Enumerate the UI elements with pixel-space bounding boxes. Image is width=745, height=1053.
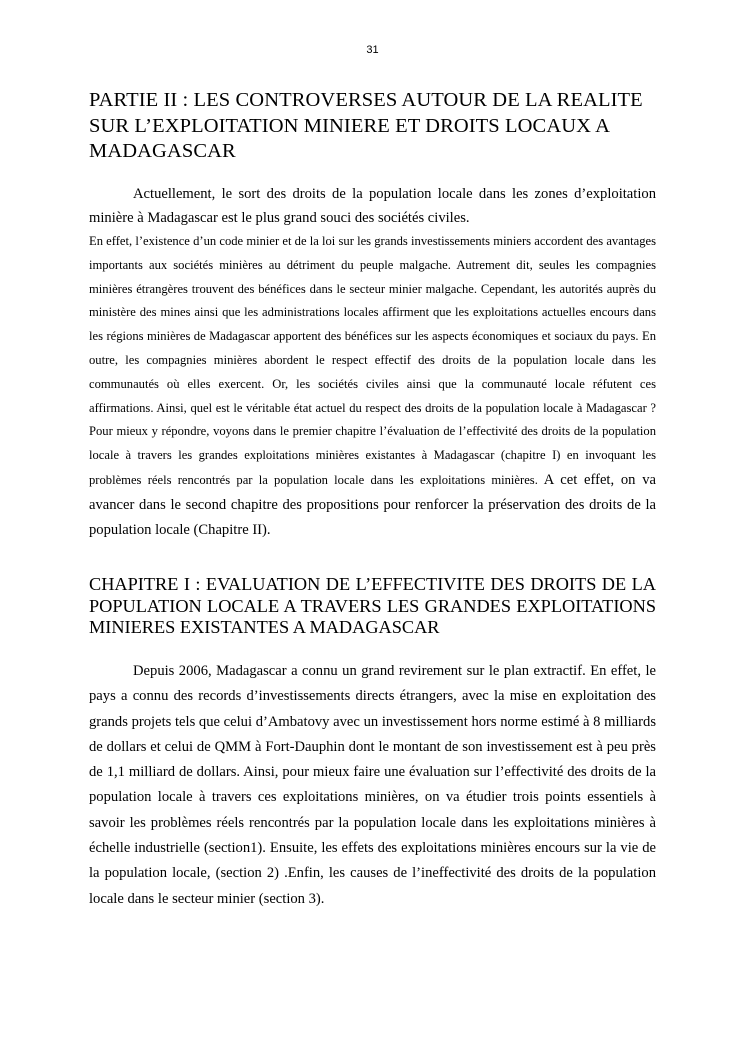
spacer: [89, 165, 656, 182]
part-heading: PARTIE II : LES CONTROVERSES AUTOUR DE LA REALITE SUR L’EXPLOITATION MINIERE ET DROITS LOCAUX A MADAGASCAR: [89, 89, 643, 162]
intro-paragraph-1: Actuellement, le sort des droits de la population locale dans les zones d’exploitation minière à Madagascar est le plus grand souci des sociétés civiles.: [89, 185, 656, 226]
intro-paragraph-2-end: A cet effet, on va avancer dans le second chapitre des propositions pour renforcer la préservation des droits de la population locale (Chapitre II).: [89, 472, 656, 538]
intro-paragraph-2-text: En effet, l’existence d’un code minier et de la loi sur les grands investissements miniers accordent des avantages importants aux sociétés minières au détriment du peuple malgache. Autrement dit, seules les compagnies minières étrangères trouvent des bénéfices dans le secteur minier malgache. Cependant, les autorités auprès du ministère des mines ainsi que les administrations locales affirment que les exploitations actuelles encours dans les régions minières de Madagascar apportent des bénéfices sur les aspects économiques et sociaux du pays. En outre, les compagnies minières abordent le respect effectif des droits de la population locale dans les communautés où elles exercent. Or, les sociétés civiles ainsi que la communauté locale réfutent ces affirmations. Ainsi, quel est le véritable état actuel du respect des droits de la population locale à Madagascar ? Pour mieux y répondre, voyons dans le premier chapitre l’évaluation de l’effectivité des droits de la population locale à travers les grandes exploitations minières existantes à Madagascar (chapitre I) en invoquant les problèmes réels rencontrés par la population locale dans les exploitations minières.: [89, 234, 656, 488]
page-number: 31: [366, 44, 379, 56]
spacer: [89, 639, 656, 659]
intro-paragraph-2: [89, 230, 656, 542]
document-body: [89, 88, 656, 912]
chapter-paragraph: Depuis 2006, Madagascar a connu un grand revirement sur le plan extractif. En effet, le pays a connu des records d’investissements directs étrangers, avec la mise en exploitation des grands projets tels que celui d’Ambatovy avec un investissement hors norme estimé à 8 milliards de dollars et celui de QMM à Fort-Dauphin dont le montant de son investissement est à peu près de 1,1 milliard de dollars. Ainsi, pour mieux faire une évaluation sur l’effectivité des droits de la population locale à travers ces exploitations minières, on va étudier trois points essentiels à savoir les problèmes réels rencontrés par la population locale dans les exploitations minières à échelle industrielle (section1). Ensuite, les effets des exploitations minières encours sur la vie de la population locale, (section 2) .Enfin, les causes de l’ineffectivité des droits de la population locale dans le secteur minier (section 3).: [89, 662, 656, 907]
spacer: [89, 542, 656, 574]
chapter-heading: CHAPITRE I : EVALUATION DE L’EFFECTIVITE DES DROITS DE LA POPULATION LOCALE A TRAVERS LES GRANDES EXPLOITATIONS MINIERES EXISTANTES A MADAGASCAR: [89, 574, 656, 638]
